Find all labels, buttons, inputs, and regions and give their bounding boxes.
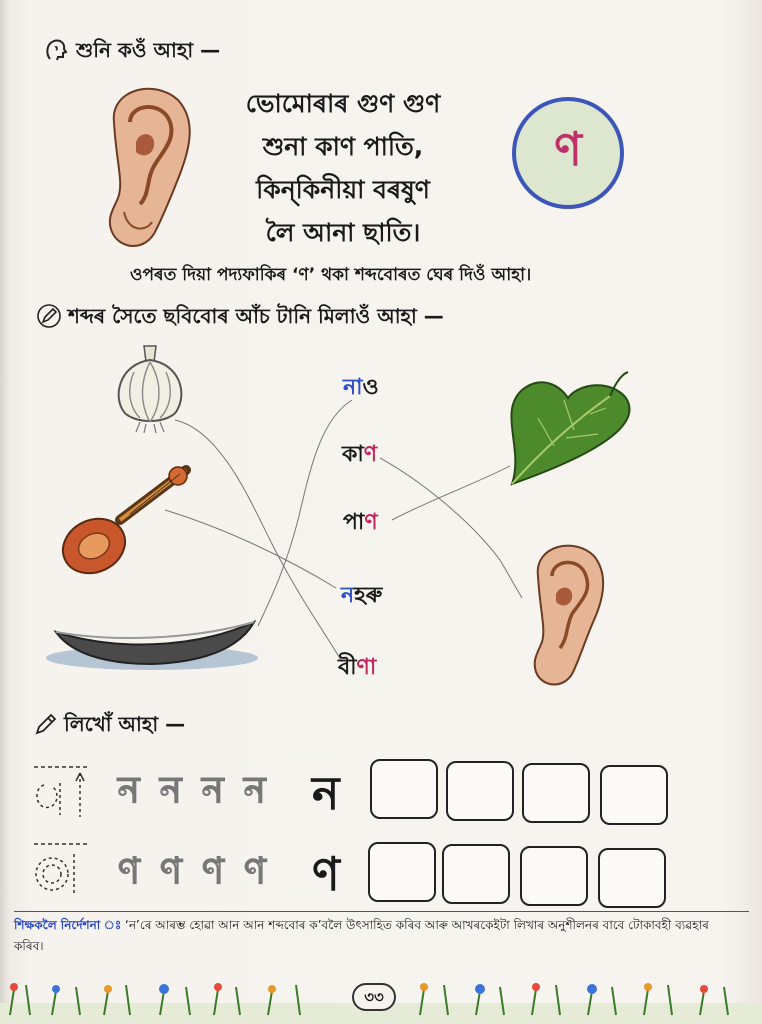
trace-row-nna [30, 836, 670, 910]
dotted-letter: ন [202, 770, 224, 811]
poem-line: শুনা কাণ পাতি, [262, 132, 424, 161]
writing-box[interactable] [446, 761, 514, 821]
dotted-letter: ণ [244, 851, 266, 892]
model-letter: ন [312, 766, 340, 820]
writing-box[interactable] [600, 765, 668, 825]
dotted-letter: ন [160, 770, 182, 811]
word-kan: কাণ [342, 442, 378, 467]
word-veena: বীণা [338, 655, 377, 680]
writing-box[interactable] [520, 846, 588, 906]
writing-box[interactable] [522, 763, 590, 823]
dotted-letter: ন [244, 770, 266, 811]
trace-row-na [30, 755, 670, 829]
teacher-note: শিক্ষকলৈ নিৰ্দেশনা ঃ ‘ন’ৰে আৰম্ভ হোৱা আন আন শব্দবোৰ ক’বলৈ উৎসাহিত কৰিব আৰু আখৰকেইটা লিখাৰ অনুশীলনৰ বাবে টোকাবহী ব্যৱহাৰ কৰিব। [14, 918, 709, 953]
dotted-letter: ণ [118, 851, 140, 892]
poem-line: কিন্‌কিনীয়া বৰষুণ [256, 175, 430, 204]
poem-line: ভোমোৰাৰ গুণ গুণ [245, 89, 441, 118]
writing-box[interactable] [598, 848, 666, 908]
listen-heading-text: শুনি কওঁ আহা — [76, 38, 221, 62]
dotted-letter: ণ [160, 851, 182, 892]
letter-circle: ণ [512, 97, 624, 209]
circle-instruction: ওপৰত দিয়া পদ্যফাকিৰ ‘ণ’ থকা শব্দবোৰত ঘেৰ দিওঁ আহা। [130, 265, 532, 285]
pencil-write-icon [34, 712, 58, 741]
match-heading-text: শব্দৰ সৈতে ছবিবোৰ আঁচ টানি মিলাওঁ আহা — [68, 304, 444, 328]
writing-box[interactable] [370, 759, 438, 819]
stroke-guide-icon [30, 759, 98, 825]
write-heading-text: লিখোঁ আহা — [64, 712, 186, 736]
footer-rule [14, 911, 749, 912]
writing-box[interactable] [442, 844, 510, 904]
stroke-guide-icon [30, 838, 98, 904]
write-heading [34, 710, 185, 743]
poem-line: লৈ আনা ছাতি। [265, 218, 421, 247]
word-nao: নাও [343, 375, 379, 400]
model-letter: ণ [312, 847, 340, 901]
dotted-letter: ণ [202, 851, 224, 892]
page-number: ৩৩ [352, 983, 396, 1011]
word-pan: পাণ [343, 510, 378, 535]
dotted-letter: ন [118, 770, 140, 811]
word-nohoru: নহৰু [341, 583, 383, 608]
writing-box[interactable] [368, 842, 436, 902]
